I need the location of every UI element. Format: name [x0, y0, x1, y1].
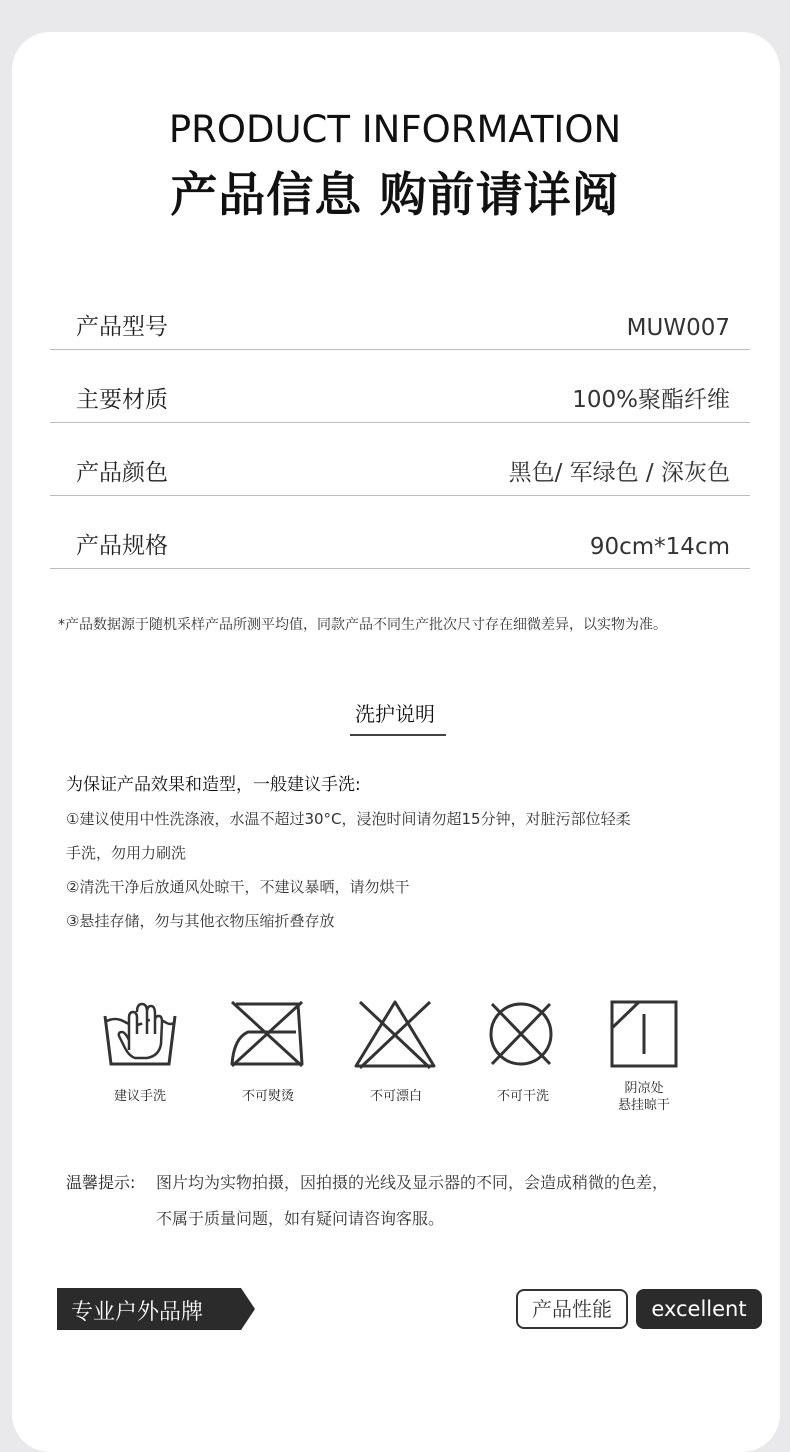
care-instruction: ②清洗干净后放通风处晾干，不建议暴晒，请勿烘干	[66, 878, 410, 896]
page-title-cn: 产品信息 购前请详阅	[170, 168, 620, 223]
spec-row-color	[50, 421, 750, 496]
brand-label: 专业户外品牌	[71, 1300, 204, 1325]
spec-value: 90cm*14cm	[589, 534, 730, 560]
care-icon-label: 建议手洗	[113, 1089, 166, 1104]
care-icon-label: 不可漂白	[369, 1089, 422, 1104]
care-icon-label	[584, 1080, 704, 1114]
spec-label: 主要材质	[76, 387, 168, 413]
care-intro: 为保证产品效果和造型，一般建议手洗:	[66, 775, 361, 795]
care-instruction: 手洗，勿用力刷洗	[66, 844, 187, 862]
brand-tag	[57, 1288, 255, 1330]
spec-label: 产品规格	[76, 533, 168, 559]
care-heading: 洗护说明	[355, 702, 435, 726]
care-instruction: ③悬挂存储，勿与其他衣物压缩折叠存放	[66, 912, 335, 930]
spec-value: 100%聚酯纤维	[572, 387, 730, 413]
no-dry-clean-icon	[476, 998, 566, 1070]
care-icon-label: 不可熨烫	[241, 1089, 294, 1104]
shade-hang-dry-icon	[599, 998, 689, 1070]
content-card	[12, 32, 780, 1452]
no-iron-icon	[222, 998, 312, 1070]
care-heading-underline	[350, 734, 446, 736]
excellent-badge: excellent	[636, 1289, 762, 1329]
spec-value: MUW007	[626, 315, 730, 341]
data-disclaimer: *产品数据源于随机采样产品所测平均值，同款产品不同生产批次尺寸存在细微差异，以实物为准。	[58, 617, 667, 633]
spec-label: 产品颜色	[76, 460, 168, 486]
page-title-en: PRODUCT INFORMATION	[168, 108, 622, 151]
hand-wash-icon	[95, 998, 185, 1070]
spec-row-size	[50, 494, 750, 569]
care-instruction: ①建议使用中性洗涤液，水温不超过30°C，浸泡时间请勿超15分钟，对脏污部位轻柔	[66, 810, 631, 828]
tip-text: 不属于质量问题，如有疑问请咨询客服。	[156, 1209, 445, 1228]
spec-row-material	[50, 348, 750, 423]
performance-badge: 产品性能	[516, 1289, 628, 1329]
tip-text: 图片均为实物拍摄，因拍摄的光线及显示器的不同，会造成稍微的色差，	[156, 1173, 669, 1192]
spec-value: 黑色/ 军绿色 / 深灰色	[508, 460, 730, 486]
spec-row-model	[50, 275, 750, 350]
spec-label: 产品型号	[76, 314, 168, 340]
tip-label: 温馨提示:	[66, 1173, 136, 1192]
care-icon-label-line: 阴凉处	[624, 1081, 664, 1096]
care-icon-label: 不可干洗	[496, 1089, 549, 1104]
no-bleach-icon	[350, 998, 440, 1070]
care-icon-label-line: 悬挂晾干	[617, 1098, 670, 1113]
